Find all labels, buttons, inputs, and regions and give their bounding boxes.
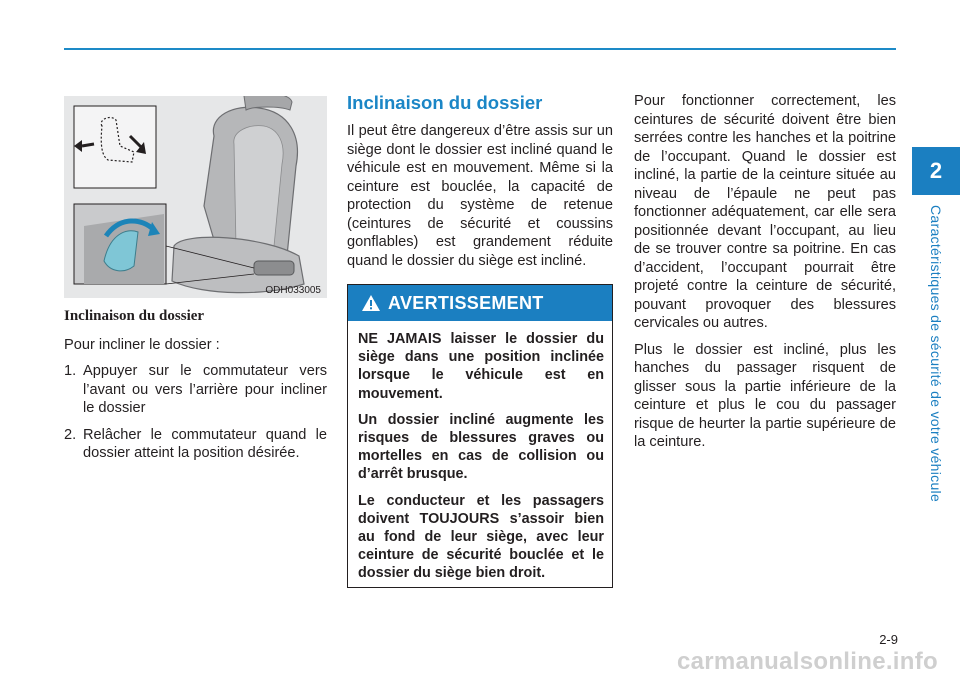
left-subheading: Inclinaison du dossier: [64, 308, 205, 324]
section-heading: Inclinaison du dossier: [347, 92, 543, 113]
warning-title: AVERTISSEMENT: [388, 292, 544, 313]
header-rule: [64, 48, 896, 50]
left-intro: Pour incliner le dossier :: [64, 336, 220, 353]
seat-recline-figure: [64, 96, 327, 298]
step-number: 1.: [64, 363, 77, 379]
right-paragraph: Pour fonctionner correctement, les ceintures de sécurité doivent être bien serrées contre les hanches et la poitrine de l’occupant. Quand le dossier est incliné, la partie de la ceinture située au niveau de l’épaule ne peut pas fonctionner adéquatement, car elle sera positionnée devant l’occupant, au lieu de se trouver contre sa poitrine. En cas d’accident, l’occupant pourrait être projeté contre la ceinture de sécurité, pouvant provoquer des blessures cervicales ou autres.: [634, 93, 896, 331]
seat-illustration: [64, 96, 327, 298]
warning-header: [348, 285, 612, 321]
watermark: carmanualsonline.info: [676, 648, 938, 675]
warning-paragraph: Le conducteur et les passagers doivent TOUJOURS s’assoir bien au fond de leur siège, avec leur ceinture de sécurité bouclée et le dossier du siège bien droit.: [358, 492, 604, 582]
warning-box: [347, 284, 613, 588]
chapter-title: Caractéristiques de sécurité de votre véhicule: [928, 205, 944, 503]
left-column: [64, 307, 327, 471]
section-body: Il peut être dangereux d’être assis sur un siège dont le dossier est incliné quand le véhicule est en mouvement. Même si la ceinture est bouclée, la capacité de protection du système de retenue (ceintures de sécurité et coussins gonflables) est grandement réduite quand le dossier du siège est incliné.: [347, 123, 613, 269]
warning-paragraph: NE JAMAIS laisser le dossier du siège dans une position inclinée lorsque le véhicule est en mouvement.: [358, 331, 604, 402]
chapter-number-tab: 2: [912, 147, 960, 195]
step-number: 2.: [64, 426, 77, 443]
page-number: 2-9: [879, 632, 898, 647]
middle-column: [347, 92, 613, 270]
warning-body: [348, 321, 612, 583]
warning-paragraph: Un dossier incliné augmente les risques de blessures graves ou mortelles en cas de collision ou d’arrêt brusque.: [358, 411, 604, 483]
warning-triangle-icon: [362, 295, 380, 311]
right-paragraph: Plus le dossier est incliné, plus les hanches du passager risquent de glisser sous la partie inférieure de la ceinture et plus le cou du passager risque de heurter la partie supérieure de la ceinture.: [634, 341, 896, 450]
right-column: [634, 92, 896, 460]
list-item: [64, 426, 327, 463]
step-text: Appuyer sur le commutateur vers l’avant ou vers l’arrière pour incliner le dossier: [83, 363, 327, 416]
steps-list: [64, 362, 327, 463]
list-item: [64, 362, 327, 418]
figure-code: ODH033005: [265, 285, 321, 296]
step-text: Relâcher le commutateur quand le dossier atteint la position désirée.: [83, 426, 327, 461]
